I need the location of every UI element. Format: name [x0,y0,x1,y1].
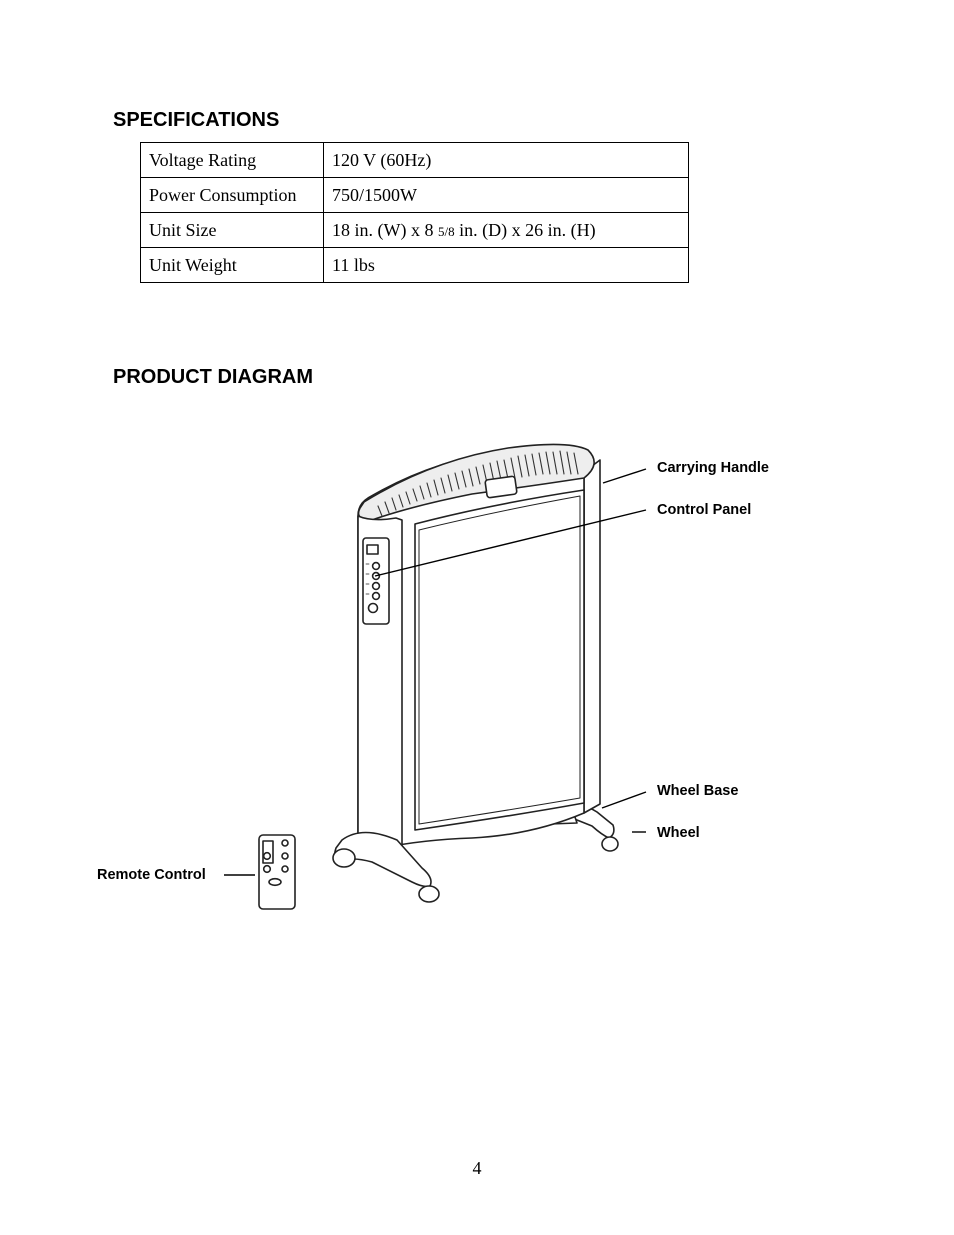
size-value-part1: 18 in. (W) x 8 [332,219,434,240]
leader-wheel-base [602,792,646,808]
size-value-part2: in. (D) x 26 in. (H) [459,219,596,240]
carrying-handle-label: Carrying Handle [657,460,769,476]
spec-value: 750/1500W [324,178,689,213]
control-panel-label: Control Panel [657,502,752,518]
size-value-fraction: 5/8 [437,223,455,239]
product-diagram-heading: PRODUCT DIAGRAM [113,366,313,388]
remote-control-label: Remote Control [97,867,206,883]
spec-label: Unit Weight [141,248,324,283]
leader-control-panel [375,510,646,576]
leader-carrying-handle [603,469,646,483]
specifications-heading: SPECIFICATIONS [113,109,280,131]
spec-label: Power Consumption [141,178,324,213]
page-number: 4 [472,1158,482,1178]
spec-value: 120 V (60Hz) [324,143,689,178]
wheel-label: Wheel [657,825,700,841]
spec-label: Voltage Rating [141,143,324,178]
spec-value: 11 lbs [324,248,689,283]
wheel-base-label: Wheel Base [657,783,739,799]
spec-label: Unit Size [141,213,324,248]
